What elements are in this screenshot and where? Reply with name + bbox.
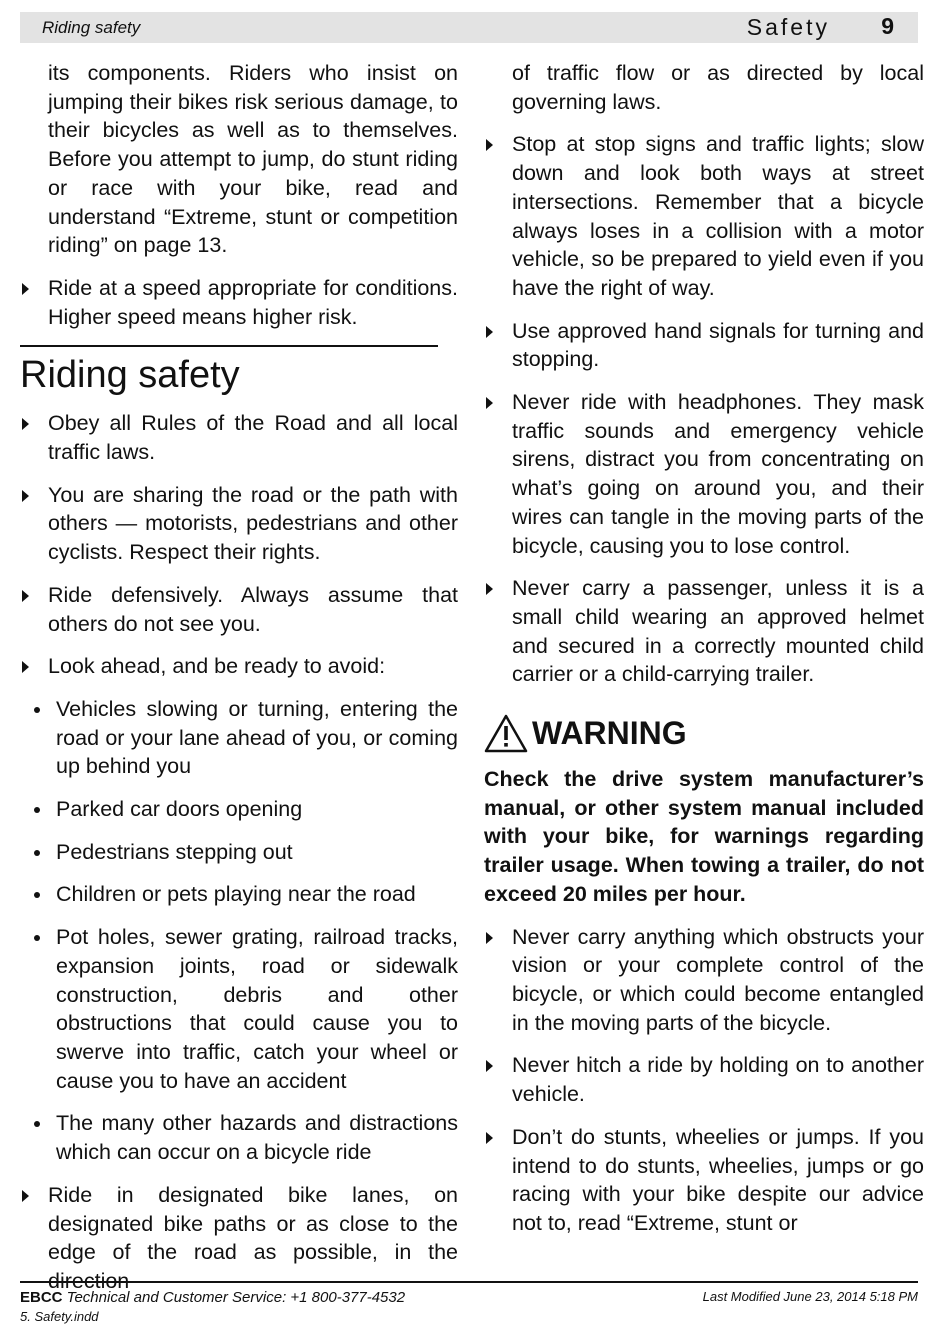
page-number: 9 [881, 13, 894, 39]
warning-triangle-icon [484, 713, 528, 753]
bullet-triangle-icon [486, 326, 493, 338]
footer-divider [20, 1281, 918, 1283]
list-item [20, 1181, 458, 1296]
list-item-text: Never ride with headphones. They mask traffic sounds and emergency vehicle sirens, distract you from concentrating on what’s going on around you, and their wires can tangle in the moving parts of the bicycle, causing you to lose control. [512, 390, 924, 558]
bullet-triangle-icon [486, 397, 493, 409]
sub-list-item [20, 1109, 458, 1166]
list-item [484, 1123, 924, 1238]
section-divider [20, 345, 438, 347]
sub-list-item-text: Pedestrians stepping out [56, 839, 293, 864]
list-item-text: Never carry anything which obstructs your vision or your complete control of the bicycle, or which could become entangled in the moving parts of the bicycle. [512, 924, 924, 1035]
bullet-triangle-icon [486, 583, 493, 595]
bullet-dot-icon [34, 707, 40, 713]
bullet-triangle-icon [22, 490, 29, 502]
list-item [484, 923, 924, 1038]
list-item-speed [20, 274, 458, 331]
bullet-dot-icon [34, 807, 40, 813]
list-item [484, 1051, 924, 1108]
list-item-text: Don’t do stunts, wheelies or jumps. If you intend to do stunts, wheelies, jumps or go racing with your bike despite our advice not to, read “Extreme, stunt or [512, 1124, 924, 1235]
footer-service [20, 1289, 405, 1306]
warning-text: Check the drive system manufacturer’s manual, or other system manual included with your bike, for warnings regarding trailer usage. When towing a trailer, do not exceed 20 miles per hour. [484, 767, 924, 906]
list-item [20, 481, 458, 567]
warning-title: WARNING [532, 715, 687, 752]
intro-paragraph: its components. Riders who insist on jumping their bikes risk serious damage, to their bicycles as well as to themselves. Before you attempt to jump, do stunt riding or race with your bike, read and understand “Extreme, stunt or competition riding” on page 13. [48, 61, 458, 258]
list-item-text: Use approved hand signals for turning and stopping. [512, 318, 924, 372]
sub-list-item [20, 838, 458, 867]
bullet-dot-icon [34, 850, 40, 856]
sub-list-item-text: The many other hazards and distractions which can occur on a bicycle ride [56, 1111, 458, 1165]
list-item [20, 652, 458, 681]
left-column [20, 59, 458, 1310]
bullet-triangle-icon [22, 418, 29, 430]
bullet-triangle-icon [486, 139, 493, 151]
footer-service-text: Technical and Customer Service: +1 800-377-4532 [62, 1289, 406, 1306]
list-item-text: Obey all Rules of the Road and all local traffic laws. [48, 411, 458, 465]
list-item-text: Ride in designated bike lanes, on designated bike paths or as close to the edge of the road as possible, in the direction [48, 1182, 458, 1293]
header-chapter: Riding safety [42, 18, 141, 37]
list-item-text: Ride at a speed appropriate for conditions. Higher speed means higher risk. [48, 275, 458, 329]
list-item [20, 581, 458, 638]
header-section: Safety [746, 14, 830, 40]
footer-file-name: 5. Safety.indd [20, 1309, 99, 1324]
list-item-text: Ride defensively. Always assume that others do not see you. [48, 582, 458, 636]
list-item-text: Never hitch a ride by holding on to another vehicle. [512, 1053, 924, 1107]
list-item-text: You are sharing the road or the path with others — motorists, pedestrians and other cyclists. Respect their rights. [48, 482, 458, 565]
bullet-triangle-icon [22, 661, 29, 673]
bullet-dot-icon [34, 935, 40, 941]
bullet-triangle-icon [486, 932, 493, 944]
list-item [484, 317, 924, 374]
bullet-triangle-icon [486, 1132, 493, 1144]
list-item-text: Look ahead, and be ready to avoid: [48, 654, 386, 679]
section-title: Riding safety [20, 354, 240, 397]
sub-list-item [20, 923, 458, 1095]
sub-list-item [20, 795, 458, 824]
bullet-dot-icon [34, 892, 40, 898]
list-item-text: Never carry a passenger, unless it is a small child wearing an approved helmet and secured in a correctly mounted child carrier or a child-carrying trailer. [512, 576, 924, 687]
bullet-triangle-icon [22, 283, 29, 295]
list-item-text: Stop at stop signs and traffic lights; slow down and look both ways at street intersections. Remember that a bicycle always loses in a collision with a motor vehicle, so be prepared to yield even if you have the right of way. [512, 132, 924, 300]
page-header [20, 12, 918, 43]
sub-list-item [20, 880, 458, 909]
list-item [484, 388, 924, 560]
footer-brand: EBCC [20, 1289, 63, 1306]
bullet-triangle-icon [22, 590, 29, 602]
bullet-dot-icon [34, 1121, 40, 1127]
warning-header [484, 713, 924, 753]
continuation-paragraph: of traffic flow or as directed by local governing laws. [512, 61, 924, 114]
right-column [484, 59, 924, 1252]
bullet-triangle-icon [486, 1060, 493, 1072]
sub-list-item-text: Vehicles slowing or turning, entering the road or your lane ahead of you, or coming up behind you [56, 696, 458, 779]
footer-last-modified: Last Modified June 23, 2014 5:18 PM [702, 1289, 918, 1304]
sub-list-item [20, 695, 458, 781]
list-item [484, 574, 924, 689]
sub-list-item-text: Parked car doors opening [56, 797, 303, 822]
list-item [484, 130, 924, 302]
sub-list-item-text: Pot holes, sewer grating, railroad tracks, expansion joints, road or sidewalk construction, debris and other obstructions that could cause you to swerve into traffic, catch your wheel or cause you to have an accident [56, 925, 458, 1093]
list-item [20, 409, 458, 466]
sub-list-item-text: Children or pets playing near the road [56, 882, 416, 907]
bullet-triangle-icon [22, 1190, 29, 1202]
